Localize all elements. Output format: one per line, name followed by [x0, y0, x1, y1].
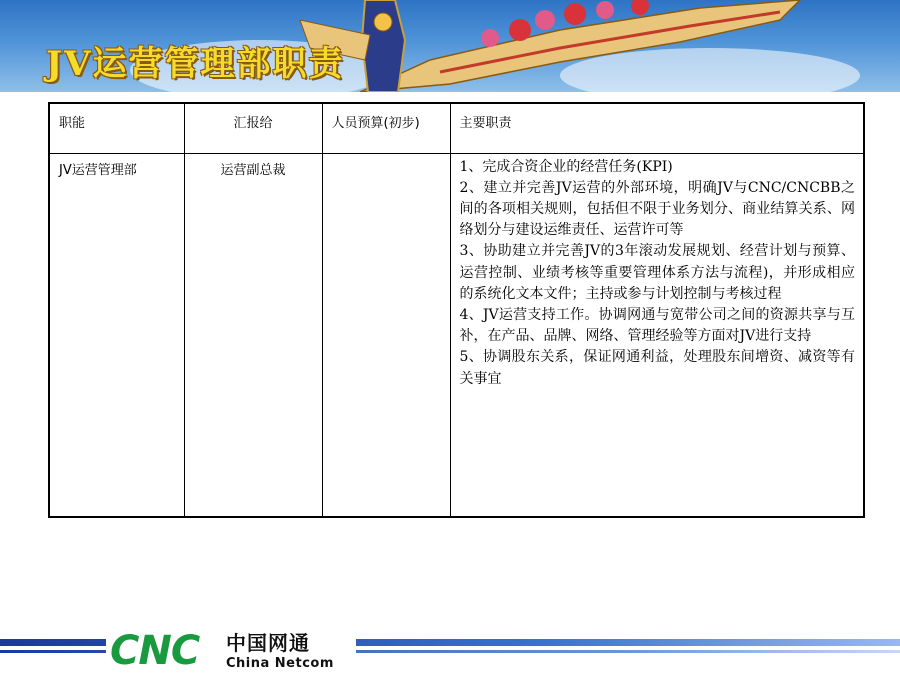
- duty-table: [48, 102, 865, 518]
- cell-duties: [450, 153, 864, 517]
- cell-reports-to: 运营副总裁: [184, 153, 322, 517]
- cell-headcount: [322, 153, 450, 517]
- header-banner: [0, 0, 900, 92]
- header-duties: 主要职责: [450, 103, 864, 153]
- duty-item: 3、协助建立并完善JV的3年滚动发展规划、经营计划与预算、运营控制、业绩考核等重要管理体系方法与流程)，并形成相应的系统化文本文件；主持或参与计划控制与考核过程: [459, 243, 855, 302]
- logo-english-name: China Netcom: [226, 656, 334, 671]
- table-header-row: [49, 103, 864, 153]
- duty-item: 2、建立并完善JV运营的外部环境，明确JV与CNC/CNCBB之间的各项相关规则，包括但不限于业务划分、商业结算关系、网络划分与建设运维责任、运营许可等: [459, 179, 855, 239]
- duty-item: 5、协调股东关系，保证网通利益，处理股东间增资、减资等有关事宜: [459, 349, 855, 387]
- header-headcount: 人员预算(初步): [322, 103, 450, 153]
- logo-chinese-name: 中国网通: [226, 631, 310, 655]
- header-reports-to: 汇报给: [184, 103, 322, 153]
- duty-item: 4、JV运营支持工作。协调网通与宽带公司之间的资源共享与互补，在产品、品牌、网络、管理经验等方面对JV进行支持: [459, 306, 855, 345]
- table-row: [49, 153, 864, 517]
- slide-title: JV运营管理部职责: [46, 44, 345, 84]
- duty-item: 1、完成合资企业的经营任务(KPI): [459, 158, 673, 175]
- cell-function: JV运营管理部: [49, 153, 184, 517]
- header-function: 职能: [49, 103, 184, 153]
- cnc-logo-mark: CNC: [110, 628, 200, 674]
